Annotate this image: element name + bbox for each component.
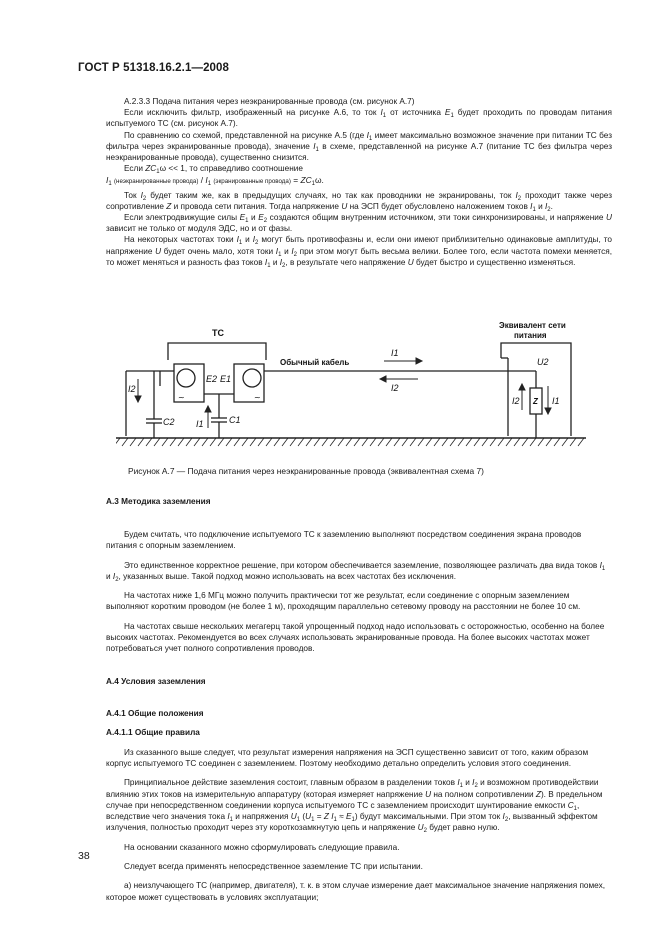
ground-hatch-mark [322,438,328,446]
ground-hatch-mark [570,438,576,446]
ground-hatch-mark [330,438,336,446]
bottom-text-block [106,488,612,911]
ground-hatch-mark [346,438,352,446]
label-i1-cable: I1 [391,348,399,358]
section-heading-a3: А.3 Методика заземления [106,497,211,507]
ground-hatch-mark [218,438,224,446]
ground-hatch-mark [370,438,376,446]
ground-hatch-mark [290,438,296,446]
ground-hatch-mark [426,438,432,446]
ground-hatch-mark [314,438,320,446]
ground-hatch-mark [378,438,384,446]
paragraph: На частотах ниже 1,6 МГц можно получить практически тот же результат, если соединение с опорным заземлением выполняют коротким проводом (не более 1 м), проходящим параллельно сетевому проводу на расстоянии не более 10 см. [106,591,581,612]
ground-hatch-mark [498,438,504,446]
ground-hatch-mark [514,438,520,446]
paragraph: Ток $I_2$ будет таким же, как в предыдущих случаях, но так как проводники не экранированы, ток $I_2$ проходит также через сопротивление Z и провода сети питания. Тогда напряжение U на ЭСП будет обусловлено наложением токов $I_1$ и $I_2$. [106,190,612,213]
label-i2-left: I2 [128,384,136,394]
label-c2: C2 [163,417,175,427]
label-i2-cable: I2 [391,383,399,393]
paragraph: Если электродвижущие силы $E_1$ и $E_2$ создаются общим внутренним источником, эти токи синхронизированы, и напряжение U зависит не только от модуля ЭДС, но и от фазы. [106,213,612,234]
page-number: 38 [78,850,90,862]
circuit-diagram [116,316,586,456]
ground-hatch-mark [258,438,264,446]
ground-hatch-mark [178,438,184,446]
paragraph: Будем считать, что подключение испытуемого ТС к заземлению выполняют посредством соединения экрана проводов питания с опорным заземлением. [106,529,582,551]
label-equiv-2: питания [514,331,547,340]
ground-hatch-mark [282,438,288,446]
top-text-block [106,96,612,268]
paragraph: Принципиальное действие заземления состоит, главным образом в разделении токов $I_1$ и $I_2$ и возможном противодействии влиянию этих токов на измерительную аппаратуру (которая измеряет напряжение U на полном сопротивлении Z). В предельном случае при непосредственном соединении корпуса испытуемого ТС с заземлением происходит шунтирование емкости $C_1$, вследствие чего значения тока $I_1$ и напряжения $U_1$ ($U_1 = Z$ $I_1 \approx E_1$) будут максимальными. При этом ток $I_2$, вызванный эффектом излучения, полностью проходит через эту короткозамкнутую цепь и напряжение $U_2$ будет равно нулю. [106,778,603,835]
paragraph: Это единственное корректное решение, при котором обеспечивается заземление, позволяющее различать два вида токов $I_1$ и $I_2$, указанных выше. Такой подход можно использовать на всех частотах без исключения. [106,560,606,583]
ground-hatch-mark [410,438,416,446]
ground-hatch-mark [338,438,344,446]
paragraph: На частотах свыше нескольких мегагерц такой упрощенный подход надо использовать с осторожностью, особенно на более высоких частотах. Рекомендуется во всех случаях использовать экранированные провода. На более высоких частотах может потребоваться учет полного сопротивления проводов. [106,621,605,654]
ground-hatch-mark [266,438,272,446]
label-equiv-1: Эквивалент сети [499,321,566,330]
ts-enclosure [168,343,266,360]
paragraph: Если $ZC_1\omega << 1$, то справедливо соотношение [124,164,303,176]
e2-source-icon [177,369,195,387]
ground-hatch-mark [450,438,456,446]
ground-hatch-mark [482,438,488,446]
ground-hatch-mark [146,438,152,446]
label-i1-bottom: I1 [196,419,204,429]
ground-hatch-mark [578,438,584,446]
ground-hatch-mark [522,438,528,446]
ground-hatch-mark [122,438,128,446]
ground-hatch-mark [130,438,136,446]
section-heading-a4: А.4 Условия заземления [106,677,206,687]
ground-hatch-mark [298,438,304,446]
e1-source-icon [243,369,261,387]
ground-hatch-mark [354,438,360,446]
label-c1: C1 [229,415,241,425]
ac-symbol-icon: ~ [178,393,185,402]
ground-hatch-mark [170,438,176,446]
label-z: Z [533,397,538,406]
ground-hatch-mark [162,438,168,446]
paragraph: По сравнению со схемой, представленной на рисунке А.5 (где $I_1$ имеет максимально возможное значение при питании ТС без фильтра через экранированные провода), значение $I_1$ в схеме, представленной на рисунке А.7 (питание ТС без фильтра через неэкранированные провода), существенно снизится. [106,130,612,163]
ground-hatch-mark [402,438,408,446]
subsection-heading-a41: А.4.1 Общие положения [106,708,204,718]
subsection-heading-a411: А.4.1.1 Общие правила [106,728,200,738]
label-ts: ТС [212,328,224,338]
ground-hatch-mark [418,438,424,446]
ground-hatch-mark [210,438,216,446]
paragraph: Из сказанного выше следует, что результат измерения напряжения на ЭСП существенно зависит от того, каким образом корпус испытуемого ТС соединен с заземлением. Поэтому необходимо детально определить условия этого соединения. [106,747,589,768]
ground-hatch-mark [442,438,448,446]
paragraph: Следует всегда применять непосредственное заземление ТС при испытании. [124,862,423,872]
label-e1: E1 [220,374,232,384]
label-i2-right: I2 [512,396,520,406]
ground-hatch-mark [394,438,400,446]
paragraph: Если исключить фильтр, изображенный на рисунке А.6, то ток $I_1$ от источника $E_1$ будет проходить по проводам питания испытуемого ТС (см. рисунок А.7). [106,108,612,129]
ground-hatch-mark [274,438,280,446]
ground-hatch-mark [554,438,560,446]
paragraph-heading-a233: А.2.3.3 Подача питания через неэкранированные провода (см. рисунок А.7) [124,97,415,106]
label-u2: U2 [537,357,549,367]
ground-hatch-mark [138,438,144,446]
ac-symbol-icon: ~ [254,393,261,402]
formula: $I_1$ (неэкранированные провода) / $I_1$ (экранированные провода) = $ZC_1\omega$. [106,175,324,188]
ground-hatch-mark [562,438,568,446]
ground-hatch-mark [538,438,544,446]
ground-hatch-mark [490,438,496,446]
ground-hatch-mark [458,438,464,446]
ground-hatch-mark [226,438,232,446]
ground-hatch-mark [116,438,120,446]
label-i1-right: I1 [552,396,560,406]
paragraph: а) неизлучающего ТС (например, двигателя), т. к. в этом случае измерение дает максимальное значение напряжения помех, которое может существовать в условиях эксплуатации; [106,881,606,902]
ground-hatch-mark [186,438,192,446]
ground-hatch-mark [362,438,368,446]
paragraph: На некоторых частотах токи $I_1$ и $I_2$ могут быть противофазны и, если они имеют приблизительно одинаковые амплитуды, то напряжение U будет очень мало, хотя токи $I_1$ и $I_2$ при этом могут быть весьма велики. Более того, если частота помехи меняется, то может меняться и разность фаз токов $I_1$ и $I_2$, в результате чего напряжение U будет быстро и существенно изменяться. [106,235,612,269]
ground-hatch-mark [530,438,536,446]
figure-caption: Рисунок А.7 — Подача питания через неэкранированные провода (эквивалентная схема 7) [128,466,484,476]
label-e2: E2 [206,374,218,384]
standard-title: ГОСТ Р 51318.16.2.1—2008 [78,62,230,74]
ground-hatch-mark [546,438,552,446]
ground-hatch-mark [434,438,440,446]
ground-hatch-mark [194,438,200,446]
ground-hatch-mark [202,438,208,446]
label-cable: Обычный кабель [280,358,350,367]
ground-hatch-mark [154,438,160,446]
ground-hatch-mark [466,438,472,446]
ground-hatch-mark [506,438,512,446]
ground-hatch-mark [474,438,480,446]
ground-hatch-mark [242,438,248,446]
ground-hatch-mark [234,438,240,446]
ground-hatch-mark [386,438,392,446]
ground-hatch-mark [250,438,256,446]
paragraph: На основании сказанного можно сформулировать следующие правила. [124,842,400,852]
ground-hatch-mark [306,438,312,446]
